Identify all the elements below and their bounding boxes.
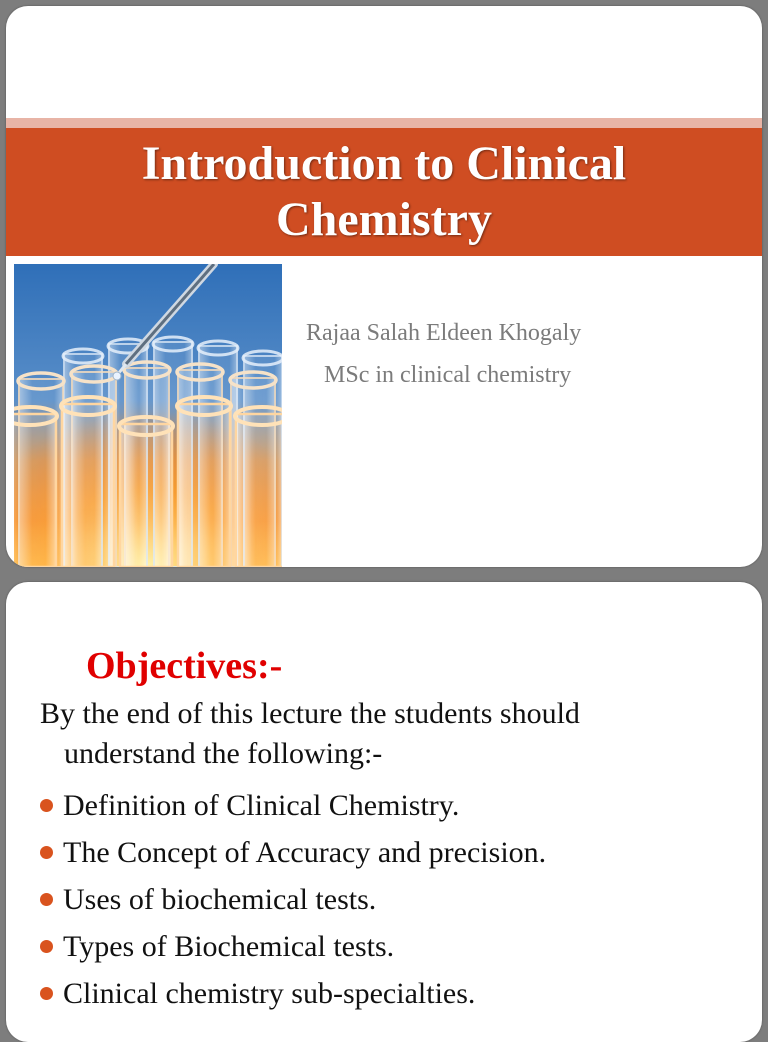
- author-name: Rajaa Salah Eldeen Khogaly: [306, 320, 582, 346]
- intro-line-2: understand the following:-: [64, 737, 383, 770]
- list-item-text: Definition of Clinical Chemistry.: [63, 788, 460, 822]
- bullet-icon: [40, 846, 53, 859]
- list-item: [40, 876, 740, 923]
- author-block: [306, 312, 646, 396]
- list-item: [40, 970, 740, 1017]
- bullet-icon: [40, 799, 53, 812]
- intro-line-1: By the end of this lecture the students should: [40, 697, 580, 730]
- title-band: [6, 128, 762, 256]
- objectives-heading: Objectives:-: [86, 645, 283, 687]
- list-item-text: Clinical chemistry sub-specialties.: [63, 976, 476, 1010]
- bullet-icon: [40, 987, 53, 1000]
- slide-title: Introduction to Clinical Chemistry: [141, 137, 627, 246]
- list-item: [40, 829, 740, 876]
- test-tubes-photo: [14, 264, 282, 567]
- list-item: [40, 782, 740, 829]
- list-item: [40, 923, 740, 970]
- bullet-icon: [40, 940, 53, 953]
- objectives-list: [40, 782, 740, 1017]
- objectives-slide: [6, 582, 762, 1042]
- author-degree: MSc in clinical chemistry: [324, 362, 572, 388]
- title-band-accent: [6, 118, 762, 128]
- list-item-text: Uses of biochemical tests.: [63, 882, 377, 916]
- list-item-text: Types of Biochemical tests.: [63, 929, 395, 963]
- list-item-text: The Concept of Accuracy and precision.: [63, 835, 547, 869]
- bullet-icon: [40, 893, 53, 906]
- title-slide: [6, 6, 762, 567]
- intro-text: [40, 694, 730, 774]
